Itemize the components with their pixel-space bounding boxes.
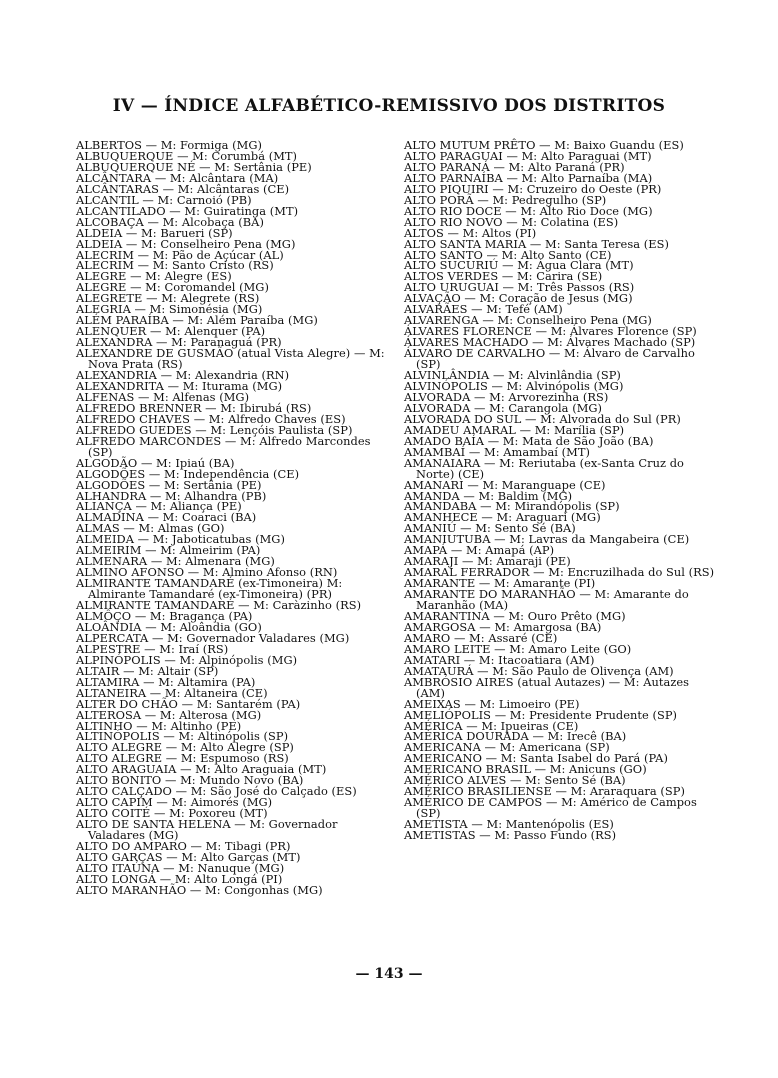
- index-entry: ALGODÕES — M: Independência (CE): [76, 466, 300, 481]
- index-entry: ALECRIM — M: Santo Cristo (RS): [76, 258, 274, 273]
- index-entry: ALMÔÇO — M: Bragança (PA): [76, 608, 253, 623]
- index-entry: AMARANTINA — M: Ouro Prêto (MG): [404, 608, 626, 623]
- index-entry: AMANDA — M: Baldim (MG): [404, 488, 573, 503]
- index-entry: ALTO ALEGRE — M: Espumoso (RS): [76, 751, 289, 766]
- index-entry: AMARO LEITE — M: Amaro Leite (GO): [404, 641, 632, 656]
- index-entry: ALPINÓPOLIS — M: Alpinópolis (MG): [76, 652, 298, 667]
- index-entry: ALTO CAPIM — M: Aimorés (MG): [76, 795, 273, 810]
- index-entry: ALVARENGA — M: Conselheiro Pena (MG): [404, 313, 652, 328]
- index-entry: ALCANTILADO — M: Guiratinga (MT): [76, 203, 299, 218]
- index-entry: ALEXANDRA — M: Paranaguá (PR): [76, 335, 282, 350]
- index-entry: AMÉRICO BRASILIENSE — M: Araraquara (SP): [404, 784, 685, 799]
- index-entry: ALVINLÂNDIA — M: Alvinlândia (SP): [404, 368, 621, 383]
- index-entry: AMARANTE — M: Amarante (PI): [404, 576, 596, 591]
- index-entry: AMBRÓSIO AIRES (atual Autazes) — M: Autazes (AM): [404, 674, 690, 700]
- index-entry: AMÉRICA — M: Ipueiras (CE): [404, 718, 579, 733]
- index-entry: AMARAJI — M: Amaraji (PE): [404, 554, 571, 569]
- index-entry: ALTEROSA — M: Alterosa (MG): [76, 707, 262, 722]
- index-entry: AMARANTE DO MARANHÃO — M: Amarante do Maranhão (MA): [404, 587, 689, 613]
- index-entry: ALFREDO MARCONDES — M: Alfredo Marcondes (SP): [76, 433, 371, 459]
- page-number: — 143 —: [355, 966, 423, 982]
- index-entry: ALTINÓPOLIS — M: Altinópolis (SP): [76, 729, 289, 744]
- index-entry: AMARAL FERRADOR — M: Encruzilhada do Sul (RS): [404, 565, 715, 580]
- index-entry: ALECRIM — M: Pão de Açúcar (AL): [76, 247, 284, 262]
- index-entry: ALCOBAÇA — M: Alcobaça (BA): [76, 214, 264, 229]
- index-entry: ALTINHO — M: Altinho (PE): [76, 718, 242, 733]
- index-entry: ALTOS VERDES — M: Carira (SE): [404, 269, 603, 284]
- index-entry: ALMENARA — M: Almenara (MG): [76, 554, 275, 569]
- index-entry: ALMEIRIM — M: Almeirim (PA): [76, 543, 261, 558]
- index-entry: ALTO ITAÚNA — M: Nanuque (MG): [76, 860, 285, 875]
- index-entry: AMERICANO BRASIL — M: Anicuns (GO): [404, 762, 647, 777]
- index-entry: ALDEIA — M: Barueri (SP): [76, 225, 233, 240]
- index-entry: ALMAS — M: Almas (GO): [76, 521, 225, 536]
- index-entry: ALTER DO CHÃO — M: Santarém (PA): [76, 696, 301, 711]
- index-entry: ALTO PARAGUAI — M: Alto Paraguai (MT): [404, 148, 652, 163]
- index-entry: ALVAÇÃO — M: Coração de Jesus (MG): [404, 291, 633, 306]
- index-entry: ALCÂNTARA — M: Alcântara (MA): [76, 170, 279, 185]
- index-entry: ALENQUER — M: Alenquer (PA): [76, 324, 266, 339]
- index-entry: ALBUQUERQUE NÉ — M: Sertânia (PE): [76, 159, 312, 174]
- index-entry: ALTO MUTUM PRÊTO — M: Baixo Guandu (ES): [404, 138, 684, 152]
- index-entry: ALFREDO CHAVES — M: Alfredo Chaves (ES): [76, 411, 346, 426]
- index-entry: ALEXANDRIA — M: Alexandria (RN): [76, 368, 290, 383]
- index-entry: ALIANÇA — M: Aliança (PE): [76, 499, 242, 514]
- index-entry: ALÉM PARAÍBA — M: Além Paraíba (MG): [76, 313, 318, 328]
- index-entry: ALCÂNTARAS — M: Alcântaras (CE): [76, 181, 290, 196]
- index-entry: ALTO COITÉ — M: Poxoreu (MT): [76, 806, 268, 821]
- index-entry: AMERICANO — M: Santa Isabel do Pará (PA): [404, 751, 668, 766]
- index-entry: ALVARÃES — M: Tefé (AM): [404, 302, 563, 317]
- index-entry: ALTO ALEGRE — M: Alto Alegre (SP): [76, 740, 294, 755]
- index-entry: ALEGRE — M: Alegre (ES): [76, 269, 232, 284]
- index-entry: AMÉRICO DE CAMPOS — M: Américo de Campos (SP): [404, 795, 697, 821]
- index-entry: ALFENAS — M: Alfenas (MG): [76, 389, 250, 404]
- index-entry: ALEGRE — M: Coromandel (MG): [76, 280, 269, 295]
- index-entry: ALTAIR — M: Altair (SP): [76, 663, 219, 678]
- index-entry: ÁLVARES FLORENCE — M: Álvares Florence (SP): [404, 324, 697, 339]
- index-entry: ALGODÕES — M: Sertânia (PE): [76, 477, 262, 492]
- index-entry: ALTO CALÇADO — M: São José do Calçado (ES): [76, 784, 357, 799]
- index-entry: ALVORADA DO SUL — M: Alvorada do Sul (PR): [404, 411, 681, 426]
- index-entry: ALCANTIL — M: Carnoió (PB): [76, 192, 252, 207]
- index-entry: AMANARI — M: Maranguape (CE): [404, 477, 606, 492]
- index-entry: ALBUQUERQUE — M: Corumbá (MT): [76, 148, 298, 163]
- index-entry: ALDEIA — M: Conselheiro Pena (MG): [76, 236, 296, 251]
- index-entry: ALMADINA — M: Coaraci (BA): [76, 510, 257, 525]
- index-column-right: [404, 140, 716, 841]
- index-entry: ALVINÓPOLIS — M: Alvinópolis (MG): [404, 378, 624, 393]
- index-entry: ALGODÃO — M: Ipiaú (BA): [76, 455, 235, 470]
- index-entry: ALMIRANTE TAMANDARÉ (ex-Timoneira) M: Almirante Tamandaré (ex-Timoneira) (PR): [76, 576, 343, 602]
- index-entry: ALTO RIO DOCE — M: Alto Rio Doce (MG): [404, 203, 653, 218]
- index-entry: ALEGRIA — M: Simonésia (MG): [76, 302, 263, 317]
- index-entry: ALTO URUGUAI — M: Três Passos (RS): [404, 280, 635, 295]
- index-entry: AMATARI — M: Itacoatiara (AM): [404, 652, 595, 667]
- index-entry: ALVORADA — M: Arvorezinha (RS): [404, 389, 609, 404]
- index-entry: ALTO SANTO — M: Alto Santo (CE): [404, 247, 612, 262]
- index-entry: AMETISTA — M: Mantenópolis (ES): [404, 817, 614, 832]
- index-entry: AMARO — M: Assaré (CE): [404, 630, 558, 645]
- index-entry: AMANIUTUBA — M: Lavras da Mangabeira (CE): [404, 532, 690, 547]
- index-entry: AMAMBAÍ — M: Amambaí (MT): [404, 444, 590, 459]
- index-entry: ALVORADA — M: Carangola (MG): [404, 400, 603, 415]
- index-entry: ALFREDO GUEDES — M: Lençóis Paulista (SP): [76, 422, 353, 437]
- index-entry: AMANIÚ — M: Sento Sé (BA): [404, 521, 576, 536]
- index-entry: AMAPÁ — M: Amapá (AP): [404, 543, 555, 558]
- index-entry: AMARGOSA — M: Amargosa (BA): [404, 619, 602, 634]
- index-entry: ALTO RIO NOVO — M: Colatina (ES): [404, 214, 619, 229]
- index-entry: ALTOS — M: Altos (PI): [404, 225, 537, 240]
- index-entry: ALTAMIRA — M: Altamira (PA): [76, 674, 256, 689]
- index-entry: AMANDABA — M: Mirandópolis (SP): [404, 499, 620, 514]
- index-entry: AMÉRICA DOURADA — M: Irecê (BA): [404, 729, 627, 744]
- index-entry: ALTO PARANÁ — M: Alto Paraná (PR): [404, 159, 625, 174]
- index-entry: ALMINO AFONSO — M: Almino Afonso (RN): [76, 565, 338, 580]
- index-entry: ALMIRANTE TAMANDARÉ — M: Caràzinho (RS): [76, 598, 362, 613]
- index-entry: ALTO DE SANTA HELENA — M: Governador Valadares (MG): [76, 817, 338, 843]
- index-entry: ALTO SANTA MARIA — M: Santa Teresa (ES): [404, 236, 669, 251]
- index-entry: ALPERCATA — M: Governador Valadares (MG): [76, 630, 350, 645]
- index-entry: ALTO SUCURIÚ — M: Água Clara (MT): [404, 258, 634, 273]
- index-entry: ALTANEIRA — M: Altaneira (CE): [76, 685, 268, 700]
- index-entry: ALEXANDRE DE GUSMÃO (atual Vista Alegre) — M: Nova Prata (RS): [76, 346, 385, 372]
- index-entry: ÁLVARO DE CARVALHO — M: Álvaro de Carvalho (SP): [404, 346, 695, 372]
- index-entry: ALTO PARNAÍBA — M: Alto Parnaíba (MA): [404, 170, 653, 185]
- index-entry: AMETISTAS — M: Passo Fundo (RS): [404, 828, 617, 843]
- index-entry: ALTO PORÃ — M: Pedregulho (SP): [404, 192, 607, 207]
- index-entry: AMERICANA — M: Americana (SP): [404, 740, 610, 755]
- index-entry: ALTO LONGÁ — M: Alto Longá (PI): [76, 871, 283, 886]
- index-entry: ALEGRETE — M: Alegrete (RS): [76, 291, 260, 306]
- index-entry: ALTO DO AMPARO — M: Tibagi (PR): [76, 839, 291, 853]
- index-entry: AMEIXAS — M: Limoeiro (PE): [404, 696, 580, 711]
- index-entry: ALPESTRE — M: Iraí (RS): [76, 641, 229, 656]
- index-entry: ALTO ARAGUAIA — M: Alto Araguaia (MT): [76, 762, 327, 777]
- index-entry: AMÉRICO ALVES — M: Sento Sé (BA): [404, 773, 626, 788]
- index-entry: AMANHECE — M: Araguari (MG): [404, 510, 601, 525]
- index-entry: ALFREDO BRENNER — M: Ibirubá (RS): [76, 400, 312, 415]
- page-title: IV — ÍNDICE ALFABÉTICO-REMISSIVO DOS DISTRITOS: [112, 96, 666, 116]
- index-entry: ALEXANDRITA — M: Iturama (MG): [76, 378, 283, 393]
- index-entry: ALTO PIQUIRI — M: Cruzeiro do Oeste (PR): [404, 181, 662, 196]
- index-entry: ALOÂNDIA — M: Aloândia (GO): [76, 619, 262, 634]
- index-entry: ALBERTOS — M: Formiga (MG): [76, 138, 263, 152]
- index-entry: AMELIÓPOLIS — M: Presidente Prudente (SP): [404, 707, 678, 722]
- index-entry: AMATAURÁ — M: São Paulo de Olivença (AM): [404, 663, 674, 678]
- index-entry: AMANAIARA — M: Reriutaba (ex-Santa Cruz do Norte) (CE): [404, 455, 684, 481]
- index-column-left: [76, 140, 388, 896]
- index-entry: AMADEU AMARAL — M: Marília (SP): [404, 422, 625, 437]
- index-entry: ALTO GARÇAS — M: Alto Garças (MT): [76, 849, 301, 864]
- index-entry: ÁLVARES MACHADO — M: Álvares Machado (SP): [404, 335, 696, 350]
- index-entry: ALTO BONITO — M: Mundo Novo (BA): [76, 773, 304, 788]
- index-entry: ALTO MARANHÃO — M: Congonhas (MG): [76, 882, 323, 897]
- index-entry: ALMEIDA — M: Jaboticatubas (MG): [76, 532, 285, 547]
- index-entry: AMADO BAÍA — M: Mata de São João (BA): [404, 433, 654, 448]
- index-entry: ALHANDRA — M: Alhandra (PB): [76, 488, 267, 503]
